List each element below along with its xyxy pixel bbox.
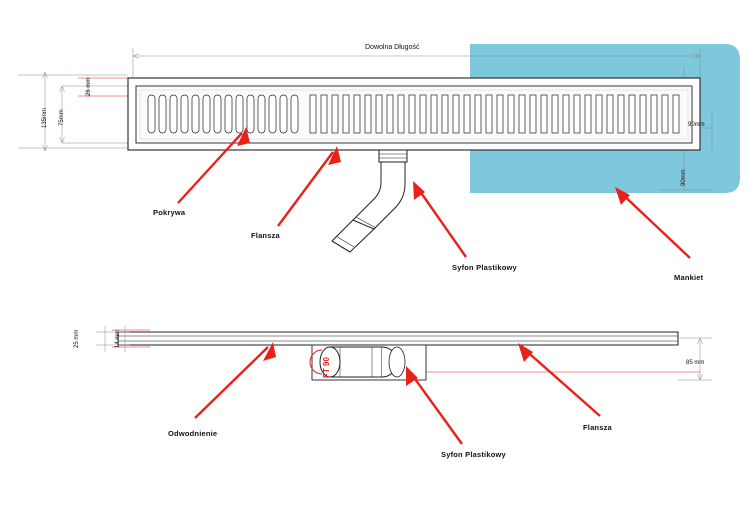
dimension-85mm: 85 mm bbox=[686, 360, 705, 366]
label-pokrywa: Pokrywa bbox=[153, 208, 186, 217]
label-syfon-plastikowy-side: Syfon Plastikowy bbox=[441, 450, 506, 459]
label-mankiet: Mankiet bbox=[674, 273, 704, 282]
label-odwodnienie: Odwodnienie bbox=[168, 429, 218, 438]
dimension-90mm-vertical: 90mm bbox=[681, 169, 687, 186]
label-syfon-plastikowy-top: Syfon Plastikowy bbox=[452, 263, 517, 272]
side-view-body bbox=[96, 326, 712, 380]
dimension-25mm: 25 mm bbox=[74, 329, 80, 348]
dimension-90mm-horizontal: 90mm bbox=[688, 122, 705, 128]
label-flansza-side: Flansza bbox=[583, 423, 612, 432]
label-flansza-top: Flansza bbox=[251, 231, 280, 240]
dimension-26mm: 26 mm bbox=[86, 77, 92, 96]
drain-top-body bbox=[128, 78, 700, 150]
dimension-75mm: 75mm bbox=[59, 109, 65, 126]
syfon-plastikowy-top bbox=[332, 150, 407, 252]
annotation-ft90: FT 90 bbox=[322, 357, 331, 378]
dimension-135mm: 135mm bbox=[42, 107, 48, 128]
dimension-dowolna-dlugosc: Dowolna Długość bbox=[365, 44, 420, 51]
dimension-14mm: 14 mm bbox=[115, 329, 121, 348]
